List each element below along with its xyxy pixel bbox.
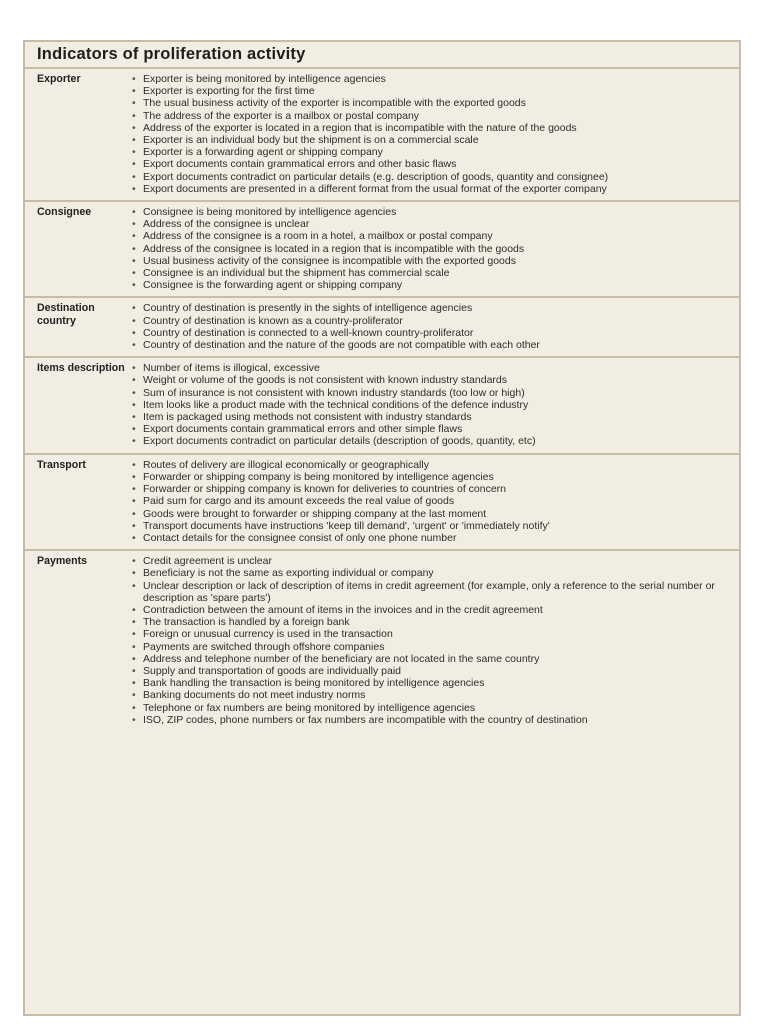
list-item: • Export documents contradict on particular details (e.g. description of goods, quantity and consignee) [131, 171, 731, 183]
section-label: Transport [37, 458, 86, 471]
indicator-list [131, 73, 731, 195]
list-item: • Credit agreement is unclear [131, 555, 731, 567]
section-transport [25, 455, 739, 551]
list-item: • Bank handling the transaction is being monitored by intelligence agencies [131, 677, 731, 689]
section-label: Items description [37, 362, 125, 375]
indicator-list [131, 302, 731, 351]
indicator-list [131, 555, 731, 726]
list-item: • Sum of insurance is not consistent with known industry standards (too low or high) [131, 387, 731, 399]
list-item: • Address and telephone number of the beneficiary are not located in the same country [131, 653, 731, 665]
list-item: • Foreign or unusual currency is used in the transaction [131, 628, 731, 640]
list-item: • Number of items is illogical, excessive [131, 362, 731, 374]
section-items-description [25, 358, 739, 454]
list-item: • Goods were brought to forwarder or shipping company at the last moment [131, 508, 731, 520]
list-item: • Exporter is exporting for the first time [131, 85, 731, 97]
list-item: • Country of destination is known as a country-proliferator [131, 315, 731, 327]
section-exporter [25, 69, 739, 202]
list-item: • The transaction is handled by a foreign bank [131, 616, 731, 628]
section-consignee [25, 202, 739, 298]
list-item: • Exporter is a forwarding agent or shipping company [131, 146, 731, 158]
list-item: • Forwarder or shipping company is being monitored by intelligence agencies [131, 471, 731, 483]
list-item: • Contact details for the consignee consist of only one phone number [131, 532, 731, 544]
list-item: • Routes of delivery are illogical economically or geographically [131, 459, 731, 471]
list-item: • Transport documents have instructions 'keep till demand', 'urgent' or 'immediately notify' [131, 520, 731, 532]
list-item: • Export documents contain grammatical errors and other basic flaws [131, 158, 731, 170]
list-item: • Country of destination is connected to a well-known country-proliferator [131, 327, 731, 339]
list-item: • ISO, ZIP codes, phone numbers or fax numbers are incompatible with the country of destination [131, 714, 731, 726]
section-label: Payments [37, 555, 88, 568]
list-item: • Forwarder or shipping company is known for deliveries to countries of concern [131, 483, 731, 495]
section-label: Exporter [37, 73, 81, 85]
indicators-panel [23, 40, 741, 1016]
list-item: • Exporter is an individual body but the shipment is on a commercial scale [131, 134, 731, 146]
list-item: • Address of the consignee is located in a region that is incompatible with the goods [131, 243, 731, 255]
list-item: • Banking documents do not meet industry norms [131, 689, 731, 701]
section-payments [25, 551, 739, 731]
list-item: • Usual business activity of the consignee is incompatible with the exported goods [131, 255, 731, 267]
list-item: • Paid sum for cargo and its amount exceeds the real value of goods [131, 495, 731, 507]
list-item: • Consignee is being monitored by intelligence agencies [131, 206, 731, 218]
list-item: • Country of destination and the nature of the goods are not compatible with each other [131, 339, 731, 351]
list-item: • Contradiction between the amount of items in the invoices and in the credit agreement [131, 604, 731, 616]
list-item: • Consignee is an individual but the shipment has commercial scale [131, 267, 731, 279]
list-item: • Country of destination is presently in the sights of intelligence agencies [131, 302, 731, 314]
list-item: • Supply and transportation of goods are individually paid [131, 665, 731, 677]
list-item: • Exporter is being monitored by intelligence agencies [131, 73, 731, 85]
section-label: Destination country [37, 302, 95, 327]
panel-title: Indicators of proliferation activity [25, 42, 739, 69]
list-item: • Beneficiary is not the same as exporting individual or company [131, 567, 731, 579]
list-item: • Item looks like a product made with the technical conditions of the defence industry [131, 399, 731, 411]
list-item: • Address of the exporter is located in a region that is incompatible with the nature of the goods [131, 122, 731, 134]
list-item: • Item is packaged using methods not consistent with industry standards [131, 411, 731, 423]
indicator-list [131, 206, 731, 291]
list-item: • Export documents contain grammatical errors and other simple flaws [131, 423, 731, 435]
list-item: • Unclear description or lack of description of items in credit agreement (for example, only a reference to the serial number or description as 'spare parts') [131, 580, 731, 604]
list-item: • Address of the consignee is a room in a hotel, a mailbox or postal company [131, 230, 731, 242]
list-item: • Weight or volume of the goods is not consistent with known industry standards [131, 374, 731, 386]
list-item: • Payments are switched through offshore companies [131, 641, 731, 653]
list-item: • Export documents contradict on particular details (description of goods, quantity, etc) [131, 435, 731, 447]
section-label: Consignee [37, 206, 92, 219]
list-item: • Consignee is the forwarding agent or shipping company [131, 279, 731, 291]
section-destination-country [25, 298, 739, 358]
list-item: • Address of the consignee is unclear [131, 218, 731, 230]
list-item: • The usual business activity of the exporter is incompatible with the exported goods [131, 97, 731, 109]
indicator-list [131, 459, 731, 544]
list-item: • Telephone or fax numbers are being monitored by intelligence agencies [131, 702, 731, 714]
indicator-list [131, 362, 731, 447]
list-item: • Export documents are presented in a different format from the usual format of the exporter company [131, 183, 731, 195]
list-item: • The address of the exporter is a mailbox or postal company [131, 110, 731, 122]
